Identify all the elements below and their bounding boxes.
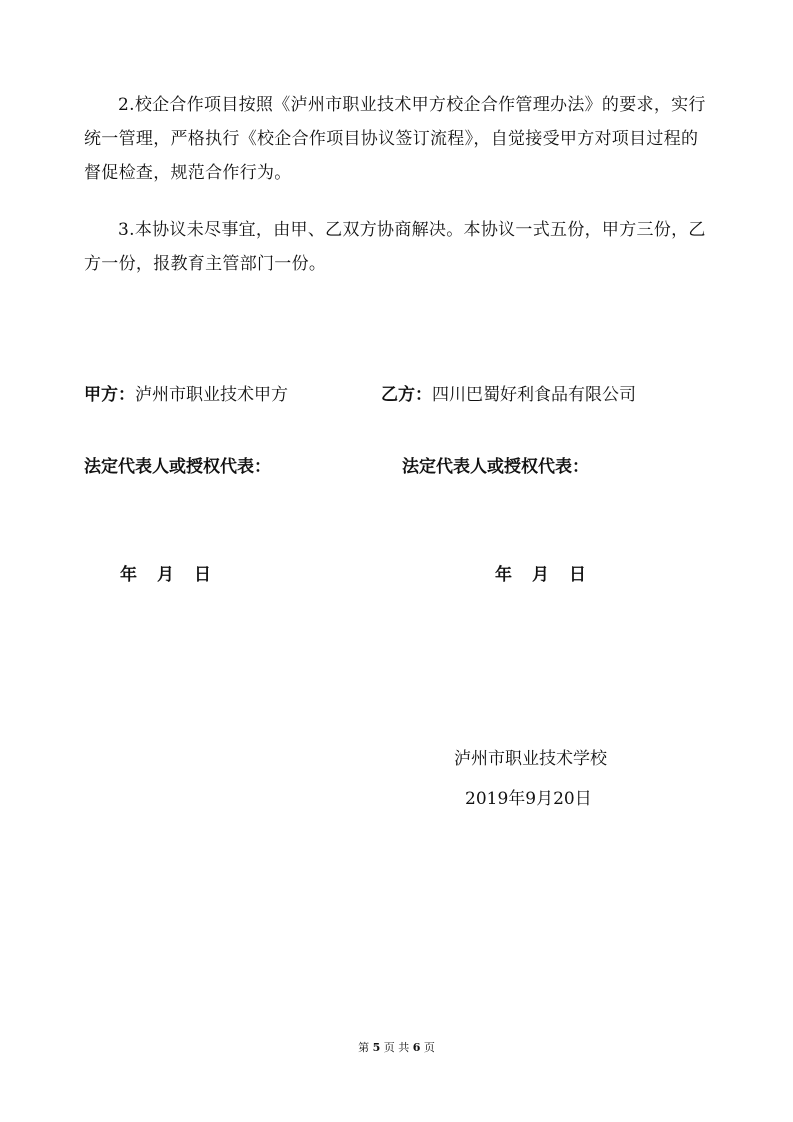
total-page-number: 6	[412, 1041, 421, 1054]
party-b-date-line	[495, 560, 586, 590]
party-a-name: 泸州市职业技术甲方	[135, 385, 288, 405]
party-b-representative-label: 法定代表人或授权代表：	[402, 457, 589, 477]
month-label: 月	[532, 565, 549, 585]
party-b-line	[381, 380, 636, 410]
year-label: 年	[120, 565, 137, 585]
page-footer	[0, 1040, 793, 1056]
party-a-representative-label: 法定代表人或授权代表：	[84, 457, 271, 477]
party-b-name: 四川巴蜀好利食品有限公司	[432, 385, 636, 405]
footer-suffix: 页	[423, 1041, 435, 1054]
paragraph-text: 2.校企合作项目按照《泸州市职业技术甲方校企合作管理办法》的要求，实行统一管理，严格执行《校企合作项目协议签订流程》，自觉接受甲方对项目过程的督促检查，规范合作行为。	[84, 95, 706, 183]
footer-prefix: 第	[358, 1041, 370, 1054]
month-label: 月	[157, 565, 174, 585]
paragraph-item-2	[84, 88, 714, 190]
current-page-number: 5	[372, 1041, 381, 1054]
paragraph-text: 3.本协议未尽事宜，由甲、乙双方协商解决。本协议一式五份，甲方三份，乙方一份，报教育主管部门一份。	[84, 220, 706, 274]
signature-date: 2019年9月20日	[465, 789, 592, 809]
year-label: 年	[495, 565, 512, 585]
party-a-line	[84, 380, 288, 410]
day-label: 日	[194, 565, 211, 585]
signature-organization: 泸州市职业技术学校	[454, 749, 607, 769]
day-label: 日	[569, 565, 586, 585]
footer-middle: 页 共	[383, 1041, 410, 1054]
party-a-label: 甲方：	[84, 385, 135, 405]
party-b-label: 乙方：	[381, 385, 432, 405]
paragraph-item-3	[84, 213, 714, 281]
party-a-date-line	[120, 560, 211, 590]
